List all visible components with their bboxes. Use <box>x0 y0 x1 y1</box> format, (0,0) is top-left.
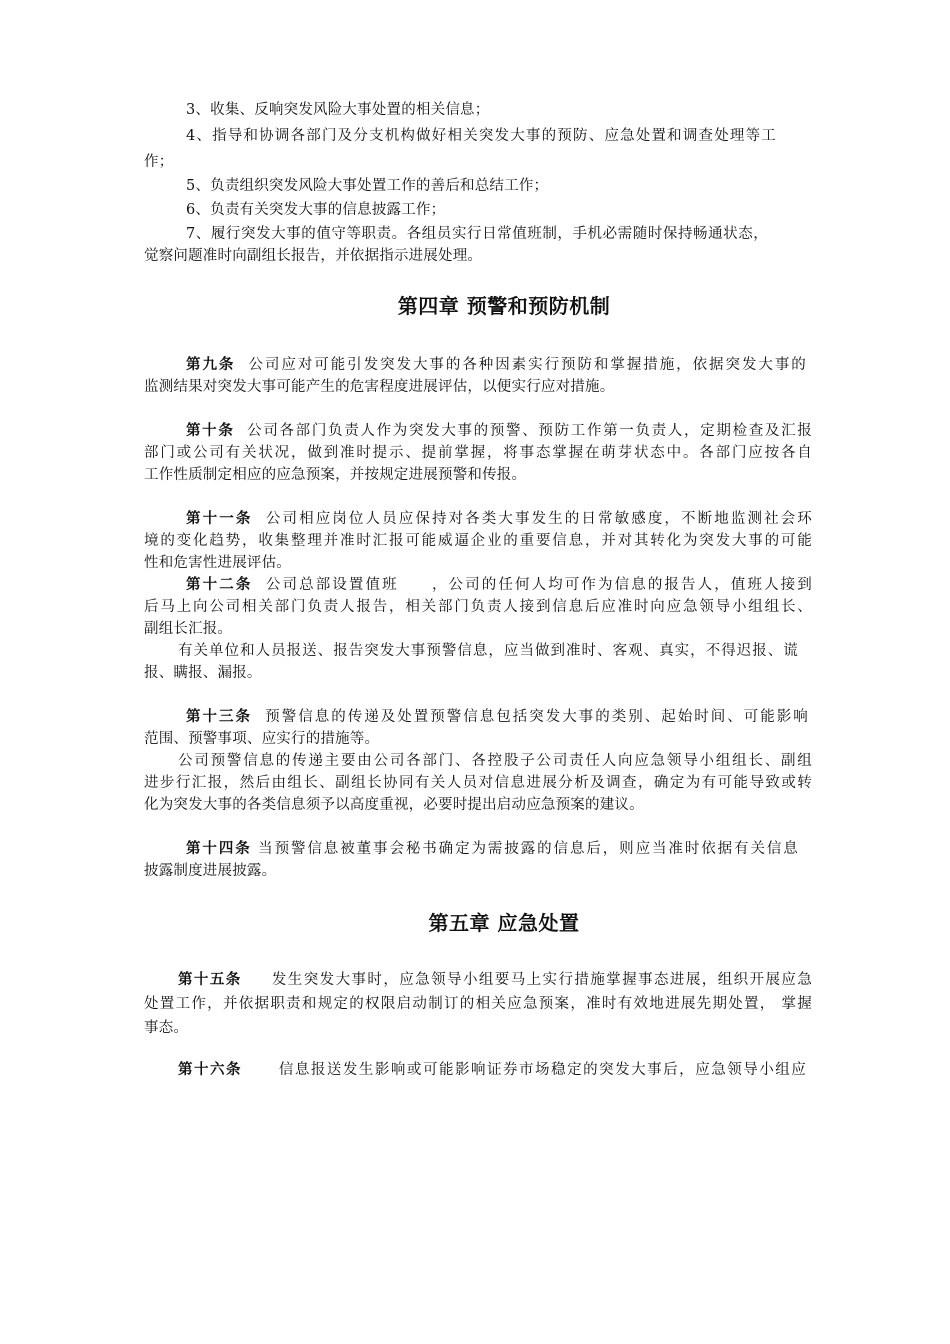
list-item: 5、负责组织突发风险大事处置工作的善后和总结工作； <box>186 178 549 194</box>
article-11 <box>186 509 812 529</box>
article-text: 公司应对可能引发突发大事的各种因素实行预防和掌握措施，依据突发大事的 <box>248 357 807 373</box>
list-item-continuation: 觉察问题准时向副组长报告，并依据指示进展处理。 <box>144 248 483 264</box>
article-text: 公司各部门负责人作为突发大事的预警、预防工作第一负责人，定期检查及汇报 <box>247 423 812 439</box>
article-13-line: 进步行汇报，然后由组长、副组长协同有关人员对信息进展分析及调查，确定为有可能导致或转 <box>144 775 812 791</box>
article-12 <box>186 575 812 595</box>
article-12-line: 副组长汇报。 <box>144 621 233 637</box>
article-label: 第十四条 <box>186 840 252 857</box>
article-12-line: 后马上向公司相关部门负责人报告，相关部门负责人接到信息后应准时向应急领导小组组长、 <box>144 599 812 615</box>
article-13-line: 公司预警信息的传递主要由公司各部门、各控股子公司责任人向应急领导小组组长、副组 <box>178 753 812 769</box>
article-11-line: 性和危害性进展评估。 <box>144 555 291 571</box>
article-13-line: 化为突发大事的各类信息须予以高度重视，必要时提出启动应急预案的建议。 <box>144 797 644 813</box>
article-text: 预警信息的传递及处置预警信息包括突发大事的类别、起始时间、可能影响 <box>265 709 808 725</box>
article-13 <box>186 707 808 727</box>
list-item: 7、履行突发大事的值守等职责。各组员实行日常值班制，手机必需随时保持畅通状态， <box>186 226 768 242</box>
article-13-line: 范围、预警事项、应实行的措施等。 <box>144 731 380 747</box>
article-15-line: 事态。 <box>144 1020 189 1036</box>
article-label: 第十二条 <box>186 576 253 593</box>
article-text: 公司相应岗位人员应保持对各类大事发生的日常敏感度，不断地监测社会环 <box>265 511 812 527</box>
list-item: 6、负责有关突发大事的信息披露工作； <box>186 202 446 218</box>
article-14-line: 披露制度进展披露。 <box>144 863 277 879</box>
article-label: 第九条 <box>186 356 236 373</box>
article-text: 公司总部设置值班 ，公司的任何人均可作为信息的报告人，值班人接到 <box>265 577 812 593</box>
list-item: 3、收集、反响突发风险大事处置的相关信息； <box>186 102 490 118</box>
article-label: 第十一条 <box>186 510 253 527</box>
article-10 <box>186 421 812 441</box>
article-9 <box>186 355 806 375</box>
article-text: 信息报送发生影响或可能影响证券市场稳定的突发大事后，应急领导小组应 <box>278 1062 806 1078</box>
article-label: 第十五条 <box>178 971 242 988</box>
article-text: 当预警信息被董事会秘书确定为需披露的信息后，则应当准时依据有关信息 <box>258 841 798 857</box>
article-10-line: 工作性质制定相应的应急预案，并按规定进展预警和传报。 <box>144 467 527 483</box>
article-text: 发生突发大事时，应急领导小组要马上实行措施掌握事态进展，组织开展应急 <box>271 972 813 988</box>
list-item: 4、指导和协调各部门及分支机构做好相关突发大事的预防、应急处置和调查处理等工 <box>186 128 776 144</box>
article-15-line: 处置工作，并依据职责和规定的权限启动制订的相关应急预案，准时有效地进展先期处置， 掌握 <box>144 996 812 1012</box>
list-item-continuation: 作； <box>144 154 174 170</box>
article-12-line: 报、瞒报、漏报。 <box>144 665 262 681</box>
article-12-line: 有关单位和人员报送、报告突发大事预警信息，应当做到准时、客观、真实，不得迟报、谎 <box>178 643 798 659</box>
article-10-line: 部门或公司有关状况，做到准时提示、提前掌握，将事态掌握在萌芽状态中。各部门应按各自 <box>144 445 812 461</box>
article-label: 第十六条 <box>178 1061 243 1078</box>
article-11-line: 境的变化趋势，收集整理并准时汇报可能威逼企业的重要信息，并对其转化为突发大事的可能 <box>144 533 812 549</box>
article-9-line: 监测结果对突发大事可能产生的危害程度进展评估，以便实行应对措施。 <box>144 379 615 395</box>
article-label: 第十三条 <box>186 708 253 725</box>
chapter-4-title: 第四章 预警和预防机制 <box>397 294 611 318</box>
article-16 <box>178 1060 806 1080</box>
chapter-5-title: 第五章 应急处置 <box>428 911 580 935</box>
article-label: 第十条 <box>186 422 235 439</box>
article-15 <box>178 970 812 990</box>
article-14 <box>186 839 798 859</box>
